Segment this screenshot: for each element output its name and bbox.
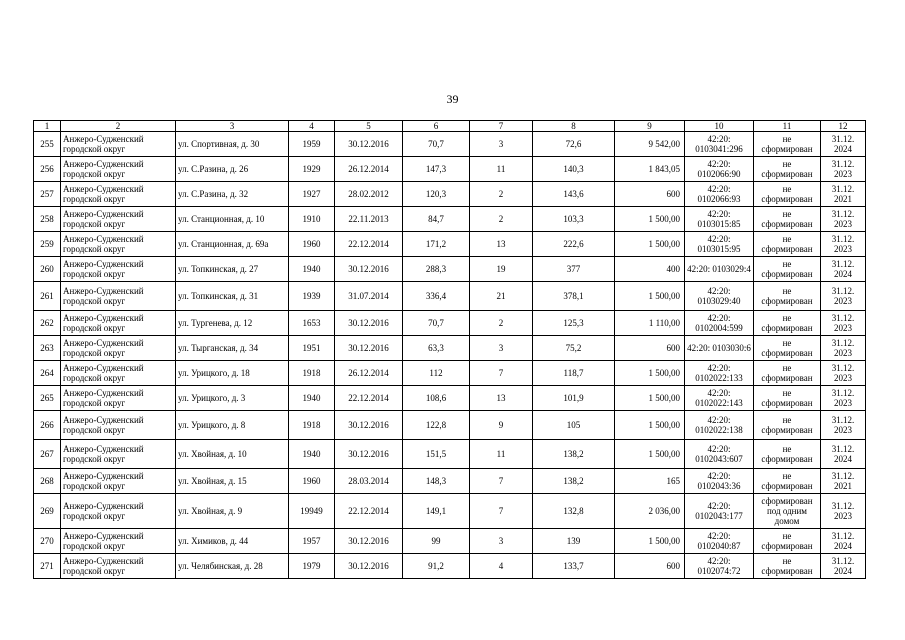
date-cell: 28.03.2014 — [335, 469, 403, 494]
cadastral-number-cell: 42:20: 0102004:599 — [685, 311, 754, 336]
row-number-cell: 266 — [34, 411, 61, 440]
residents-cell: 3 — [470, 529, 533, 554]
table-row — [34, 132, 866, 157]
municipality-cell: Анжеро-Судженский городской округ — [61, 361, 176, 386]
date-cell: 30.12.2016 — [335, 132, 403, 157]
area-total-cell: 147,3 — [403, 157, 470, 182]
table-row — [34, 336, 866, 361]
year-built-cell: 1960 — [289, 232, 335, 257]
land-status-cell: не сформирован — [754, 157, 821, 182]
date-cell: 22.11.2013 — [335, 207, 403, 232]
address-cell: ул. Челябинская, д. 28 — [176, 554, 289, 579]
date-cell: 30.12.2016 — [335, 440, 403, 469]
address-cell: ул. Урицкого, д. 3 — [176, 386, 289, 411]
residents-cell: 21 — [470, 282, 533, 311]
municipality-cell: Анжеро-Судженский городской округ — [61, 494, 176, 529]
year-built-cell: 1940 — [289, 257, 335, 282]
residents-cell: 3 — [470, 132, 533, 157]
row-number-cell: 262 — [34, 311, 61, 336]
municipality-cell: Анжеро-Судженский городской округ — [61, 469, 176, 494]
cadastral-number-cell: 42:20: 0103041:296 — [685, 132, 754, 157]
cost-cell: 600 — [615, 554, 685, 579]
land-status-cell: не сформирован — [754, 469, 821, 494]
address-cell: ул. Топкинская, д. 31 — [176, 282, 289, 311]
municipality-cell: Анжеро-Судженский городской округ — [61, 311, 176, 336]
year-built-cell: 19949 — [289, 494, 335, 529]
row-number-cell: 257 — [34, 182, 61, 207]
area-total-cell: 70,7 — [403, 311, 470, 336]
address-cell: ул. Хвойная, д. 9 — [176, 494, 289, 529]
cadastral-number-cell: 42:20: 0102040:87 — [685, 529, 754, 554]
column-number: 12 — [821, 121, 866, 132]
land-status-cell: не сформирован — [754, 132, 821, 157]
cost-cell: 400 — [615, 257, 685, 282]
land-status-cell: не сформирован — [754, 386, 821, 411]
cadastral-number-cell: 42:20: 0103015:95 — [685, 232, 754, 257]
cost-cell: 1 110,00 — [615, 311, 685, 336]
deadline-cell: 31.12. 2024 — [821, 440, 866, 469]
area-living-cell: 118,7 — [533, 361, 615, 386]
land-status-cell: сформирован под одним домом — [754, 494, 821, 529]
land-status-cell: не сформирован — [754, 411, 821, 440]
cadastral-number-cell: 42:20: 0102043:36 — [685, 469, 754, 494]
table-row — [34, 469, 866, 494]
municipality-cell: Анжеро-Судженский городской округ — [61, 182, 176, 207]
table-row — [34, 157, 866, 182]
date-cell: 22.12.2014 — [335, 232, 403, 257]
housing-register-table — [33, 120, 866, 579]
row-number-cell: 259 — [34, 232, 61, 257]
cadastral-number-cell: 42:20: 0102066:93 — [685, 182, 754, 207]
area-total-cell: 122,8 — [403, 411, 470, 440]
land-status-cell: не сформирован — [754, 207, 821, 232]
area-living-cell: 139 — [533, 529, 615, 554]
municipality-cell: Анжеро-Судженский городской округ — [61, 440, 176, 469]
cost-cell: 165 — [615, 469, 685, 494]
address-cell: ул. Станционная, д. 10 — [176, 207, 289, 232]
municipality-cell: Анжеро-Судженский городской округ — [61, 132, 176, 157]
cadastral-number-cell: 42:20: 0102074:72 — [685, 554, 754, 579]
deadline-cell: 31.12. 2023 — [821, 361, 866, 386]
row-number-cell: 263 — [34, 336, 61, 361]
row-number-cell: 267 — [34, 440, 61, 469]
area-total-cell: 70,7 — [403, 132, 470, 157]
cost-cell: 1 500,00 — [615, 361, 685, 386]
residents-cell: 11 — [470, 440, 533, 469]
area-living-cell: 140,3 — [533, 157, 615, 182]
area-total-cell: 112 — [403, 361, 470, 386]
address-cell: ул. Химиков, д. 44 — [176, 529, 289, 554]
address-cell: ул. Спортивная, д. 30 — [176, 132, 289, 157]
cost-cell: 600 — [615, 336, 685, 361]
column-number: 6 — [403, 121, 470, 132]
column-number: 7 — [470, 121, 533, 132]
cost-cell: 1 843,05 — [615, 157, 685, 182]
column-number: 8 — [533, 121, 615, 132]
cadastral-number-cell: 42:20: 0102066:90 — [685, 157, 754, 182]
date-cell: 30.12.2016 — [335, 554, 403, 579]
land-status-cell: не сформирован — [754, 529, 821, 554]
municipality-cell: Анжеро-Судженский городской округ — [61, 529, 176, 554]
municipality-cell: Анжеро-Судженский городской округ — [61, 232, 176, 257]
date-cell: 30.12.2016 — [335, 311, 403, 336]
cost-cell: 1 500,00 — [615, 207, 685, 232]
cost-cell: 2 036,00 — [615, 494, 685, 529]
row-number-cell: 261 — [34, 282, 61, 311]
cadastral-number-cell: 42:20: 0102022:138 — [685, 411, 754, 440]
area-total-cell: 84,7 — [403, 207, 470, 232]
date-cell: 28.02.2012 — [335, 182, 403, 207]
area-living-cell: 138,2 — [533, 440, 615, 469]
land-status-cell: не сформирован — [754, 257, 821, 282]
area-living-cell: 125,3 — [533, 311, 615, 336]
area-total-cell: 63,3 — [403, 336, 470, 361]
cost-cell: 1 500,00 — [615, 386, 685, 411]
column-number: 11 — [754, 121, 821, 132]
address-cell: ул. Хвойная, д. 10 — [176, 440, 289, 469]
area-living-cell: 105 — [533, 411, 615, 440]
row-number-cell: 255 — [34, 132, 61, 157]
cadastral-number-cell: 42:20: 0102043:177 — [685, 494, 754, 529]
area-total-cell: 108,6 — [403, 386, 470, 411]
area-total-cell: 151,5 — [403, 440, 470, 469]
residents-cell: 11 — [470, 157, 533, 182]
residents-cell: 4 — [470, 554, 533, 579]
table-row — [34, 257, 866, 282]
municipality-cell: Анжеро-Судженский городской округ — [61, 257, 176, 282]
column-number: 10 — [685, 121, 754, 132]
table-row — [34, 411, 866, 440]
year-built-cell: 1918 — [289, 411, 335, 440]
deadline-cell: 31.12. 2023 — [821, 232, 866, 257]
area-total-cell: 148,3 — [403, 469, 470, 494]
area-living-cell: 378,1 — [533, 282, 615, 311]
cost-cell: 1 500,00 — [615, 529, 685, 554]
year-built-cell: 1929 — [289, 157, 335, 182]
land-status-cell: не сформирован — [754, 282, 821, 311]
land-status-cell: не сформирован — [754, 361, 821, 386]
cost-cell: 1 500,00 — [615, 282, 685, 311]
column-number: 9 — [615, 121, 685, 132]
cadastral-number-cell: 42:20: 0103030:6 — [685, 336, 754, 361]
municipality-cell: Анжеро-Судженский городской округ — [61, 157, 176, 182]
year-built-cell: 1910 — [289, 207, 335, 232]
land-status-cell: не сформирован — [754, 182, 821, 207]
residents-cell: 13 — [470, 386, 533, 411]
deadline-cell: 31.12. 2023 — [821, 494, 866, 529]
address-cell: ул. Урицкого, д. 18 — [176, 361, 289, 386]
area-total-cell: 149,1 — [403, 494, 470, 529]
area-living-cell: 103,3 — [533, 207, 615, 232]
residents-cell: 7 — [470, 361, 533, 386]
deadline-cell: 31.12. 2023 — [821, 411, 866, 440]
area-total-cell: 91,2 — [403, 554, 470, 579]
deadline-cell: 31.12. 2023 — [821, 311, 866, 336]
table-row — [34, 554, 866, 579]
area-living-cell: 133,7 — [533, 554, 615, 579]
area-living-cell: 101,9 — [533, 386, 615, 411]
cadastral-number-cell: 42:20: 0102022:143 — [685, 386, 754, 411]
residents-cell: 19 — [470, 257, 533, 282]
residents-cell: 7 — [470, 494, 533, 529]
area-total-cell: 171,2 — [403, 232, 470, 257]
table-row — [34, 282, 866, 311]
address-cell: ул. С.Разина, д. 32 — [176, 182, 289, 207]
table-row — [34, 232, 866, 257]
year-built-cell: 1927 — [289, 182, 335, 207]
year-built-cell: 1951 — [289, 336, 335, 361]
land-status-cell: не сформирован — [754, 554, 821, 579]
municipality-cell: Анжеро-Судженский городской округ — [61, 207, 176, 232]
date-cell: 26.12.2014 — [335, 361, 403, 386]
cadastral-number-cell: 42:20: 0103015:85 — [685, 207, 754, 232]
deadline-cell: 31.12. 2023 — [821, 157, 866, 182]
cadastral-number-cell: 42:20: 0102043:607 — [685, 440, 754, 469]
area-living-cell: 138,2 — [533, 469, 615, 494]
column-number: 2 — [61, 121, 176, 132]
date-cell: 22.12.2014 — [335, 494, 403, 529]
residents-cell: 9 — [470, 411, 533, 440]
year-built-cell: 1957 — [289, 529, 335, 554]
address-cell: ул. Топкинская, д. 27 — [176, 257, 289, 282]
area-total-cell: 288,3 — [403, 257, 470, 282]
area-living-cell: 72,6 — [533, 132, 615, 157]
municipality-cell: Анжеро-Судженский городской округ — [61, 282, 176, 311]
year-built-cell: 1979 — [289, 554, 335, 579]
deadline-cell: 31.12. 2021 — [821, 182, 866, 207]
area-living-cell: 222,6 — [533, 232, 615, 257]
year-built-cell: 1653 — [289, 311, 335, 336]
table-row — [34, 440, 866, 469]
column-number: 1 — [34, 121, 61, 132]
year-built-cell: 1918 — [289, 361, 335, 386]
cost-cell: 1 500,00 — [615, 440, 685, 469]
page-number: 39 — [446, 92, 459, 106]
area-living-cell: 143,6 — [533, 182, 615, 207]
deadline-cell: 31.12. 2024 — [821, 132, 866, 157]
table-row — [34, 182, 866, 207]
year-built-cell: 1960 — [289, 469, 335, 494]
row-number-cell: 271 — [34, 554, 61, 579]
row-number-cell: 256 — [34, 157, 61, 182]
municipality-cell: Анжеро-Судженский городской округ — [61, 554, 176, 579]
deadline-cell: 31.12. 2024 — [821, 529, 866, 554]
column-number-row — [34, 121, 866, 132]
municipality-cell: Анжеро-Судженский городской округ — [61, 336, 176, 361]
cadastral-number-cell: 42:20: 0103029:40 — [685, 282, 754, 311]
address-cell: ул. Тырганская, д. 34 — [176, 336, 289, 361]
area-total-cell: 336,4 — [403, 282, 470, 311]
cost-cell: 1 500,00 — [615, 411, 685, 440]
land-status-cell: не сформирован — [754, 336, 821, 361]
year-built-cell: 1959 — [289, 132, 335, 157]
municipality-cell: Анжеро-Судженский городской округ — [61, 411, 176, 440]
land-status-cell: не сформирован — [754, 440, 821, 469]
address-cell: ул. Станционная, д. 69а — [176, 232, 289, 257]
address-cell: ул. Тургенева, д. 12 — [176, 311, 289, 336]
land-status-cell: не сформирован — [754, 232, 821, 257]
cost-cell: 600 — [615, 182, 685, 207]
area-total-cell: 120,3 — [403, 182, 470, 207]
date-cell: 31.07.2014 — [335, 282, 403, 311]
date-cell: 26.12.2014 — [335, 157, 403, 182]
date-cell: 30.12.2016 — [335, 336, 403, 361]
table-row — [34, 386, 866, 411]
year-built-cell: 1940 — [289, 386, 335, 411]
table-row — [34, 207, 866, 232]
table-row — [34, 494, 866, 529]
cost-cell: 9 542,00 — [615, 132, 685, 157]
row-number-cell: 269 — [34, 494, 61, 529]
cost-cell: 1 500,00 — [615, 232, 685, 257]
table-row — [34, 529, 866, 554]
area-living-cell: 75,2 — [533, 336, 615, 361]
column-number: 4 — [289, 121, 335, 132]
table-row — [34, 311, 866, 336]
row-number-cell: 258 — [34, 207, 61, 232]
municipality-cell: Анжеро-Судженский городской округ — [61, 386, 176, 411]
address-cell: ул. Хвойная, д. 15 — [176, 469, 289, 494]
table-row — [34, 361, 866, 386]
residents-cell: 3 — [470, 336, 533, 361]
address-cell: ул. С.Разина, д. 26 — [176, 157, 289, 182]
year-built-cell: 1940 — [289, 440, 335, 469]
residents-cell: 2 — [470, 311, 533, 336]
row-number-cell: 264 — [34, 361, 61, 386]
cadastral-number-cell: 42:20: 0102022:133 — [685, 361, 754, 386]
deadline-cell: 31.12. 2023 — [821, 336, 866, 361]
residents-cell: 2 — [470, 207, 533, 232]
area-living-cell: 132,8 — [533, 494, 615, 529]
deadline-cell: 31.12. 2024 — [821, 257, 866, 282]
date-cell: 30.12.2016 — [335, 257, 403, 282]
deadline-cell: 31.12. 2024 — [821, 554, 866, 579]
date-cell: 30.12.2016 — [335, 529, 403, 554]
date-cell: 22.12.2014 — [335, 386, 403, 411]
area-total-cell: 99 — [403, 529, 470, 554]
row-number-cell: 268 — [34, 469, 61, 494]
row-number-cell: 270 — [34, 529, 61, 554]
address-cell: ул. Урицкого, д. 8 — [176, 411, 289, 440]
year-built-cell: 1939 — [289, 282, 335, 311]
row-number-cell: 260 — [34, 257, 61, 282]
date-cell: 30.12.2016 — [335, 411, 403, 440]
deadline-cell: 31.12. 2021 — [821, 469, 866, 494]
residents-cell: 7 — [470, 469, 533, 494]
land-status-cell: не сформирован — [754, 311, 821, 336]
residents-cell: 2 — [470, 182, 533, 207]
column-number: 5 — [335, 121, 403, 132]
column-number: 3 — [176, 121, 289, 132]
cadastral-number-cell: 42:20: 0103029:4 — [685, 257, 754, 282]
deadline-cell: 31.12. 2023 — [821, 207, 866, 232]
deadline-cell: 31.12. 2023 — [821, 386, 866, 411]
residents-cell: 13 — [470, 232, 533, 257]
deadline-cell: 31.12. 2023 — [821, 282, 866, 311]
row-number-cell: 265 — [34, 386, 61, 411]
area-living-cell: 377 — [533, 257, 615, 282]
